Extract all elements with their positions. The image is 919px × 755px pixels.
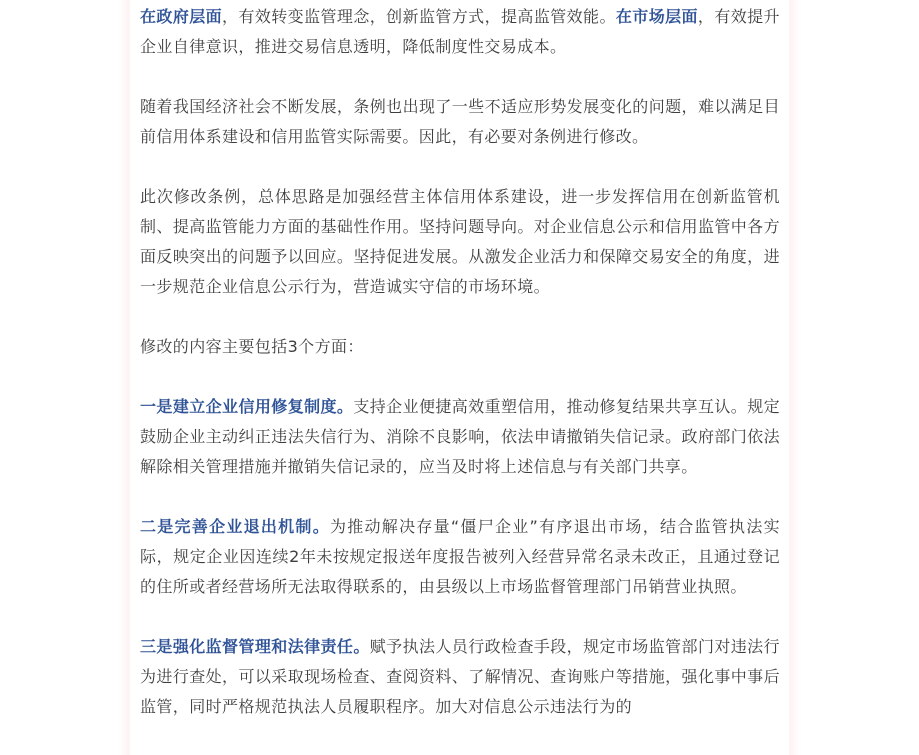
paragraph-text: 此次修改条例，总体思路是加强经营主体信用体系建设，进一步发挥信用在创新监管机制、提高监管能力方面的基础性作用。坚持问题导向。对企业信息公示和信用监管中各方面反映突出的问题予以回应。坚持促进发展。从激发企业活力和保障交易安全的角度，进一步规范企业信息公示行为，营造诚实守信的市场环境。: [140, 187, 780, 296]
paragraph-approach: [140, 182, 780, 302]
highlight-point-two: 二是完善企业退出机制。: [140, 517, 330, 536]
paragraph-background: [140, 92, 780, 152]
paragraph-text: 赋予执法人员行政检查手段，规定市场监管部门对违法行为进行查处，可以采取现场检查、查阅资料、了解情况、查询账户等措施，强化事中事后监管，同时严格规范执法人员履职程序。加大对信息公示违法行为的: [140, 637, 780, 716]
paragraph-point-three: [140, 632, 780, 722]
paragraph-text: 支持企业便捷高效重塑信用，推动修复结果共享互认。规定鼓励企业主动纠正违法失信行为、消除不良影响，依法申请撤销失信记录。政府部门依法解除相关管理措施并撤销失信记录的，应当及时将上述信息与有关部门共享。: [140, 397, 781, 476]
paragraph-point-one: [140, 392, 780, 482]
highlight-market-level: 在市场层面: [615, 7, 698, 26]
paragraph-summary: [140, 332, 780, 362]
paragraph-text: ，有效提升企业自律意识，推进交易信息透明，降低制度性交易成本。: [140, 7, 780, 56]
left-side-shade: [118, 0, 130, 755]
paragraph-point-two: [140, 512, 780, 602]
paragraph-text: 修改的内容主要包括3个方面：: [140, 337, 364, 356]
paragraph-text: 为推动解决存量“僵尸企业”有序退出市场，结合监管执法实际，规定企业因连续2年未按规定报送年度报告被列入经营异常名录未改正，且通过登记的住所或者经营场所无法取得联系的，由县级以上市场监督管理部门吊销营业执照。: [140, 517, 780, 596]
highlight-government-level: 在政府层面: [140, 7, 223, 26]
highlight-point-one: 一是建立企业信用修复制度。: [140, 397, 354, 416]
article-body: [140, 0, 780, 722]
highlight-point-three: 三是强化监督管理和法律责任。: [140, 637, 370, 656]
right-side-shade: [789, 0, 801, 755]
paragraph-text: 随着我国经济社会不断发展，条例也出现了一些不适应形势发展变化的问题，难以满足目前信用体系建设和信用监管实际需要。因此，有必要对条例进行修改。: [140, 97, 780, 146]
paragraph-text: ，有效转变监管理念，创新监管方式，提高监管效能。: [222, 7, 616, 26]
paragraph-levels: [140, 2, 780, 62]
